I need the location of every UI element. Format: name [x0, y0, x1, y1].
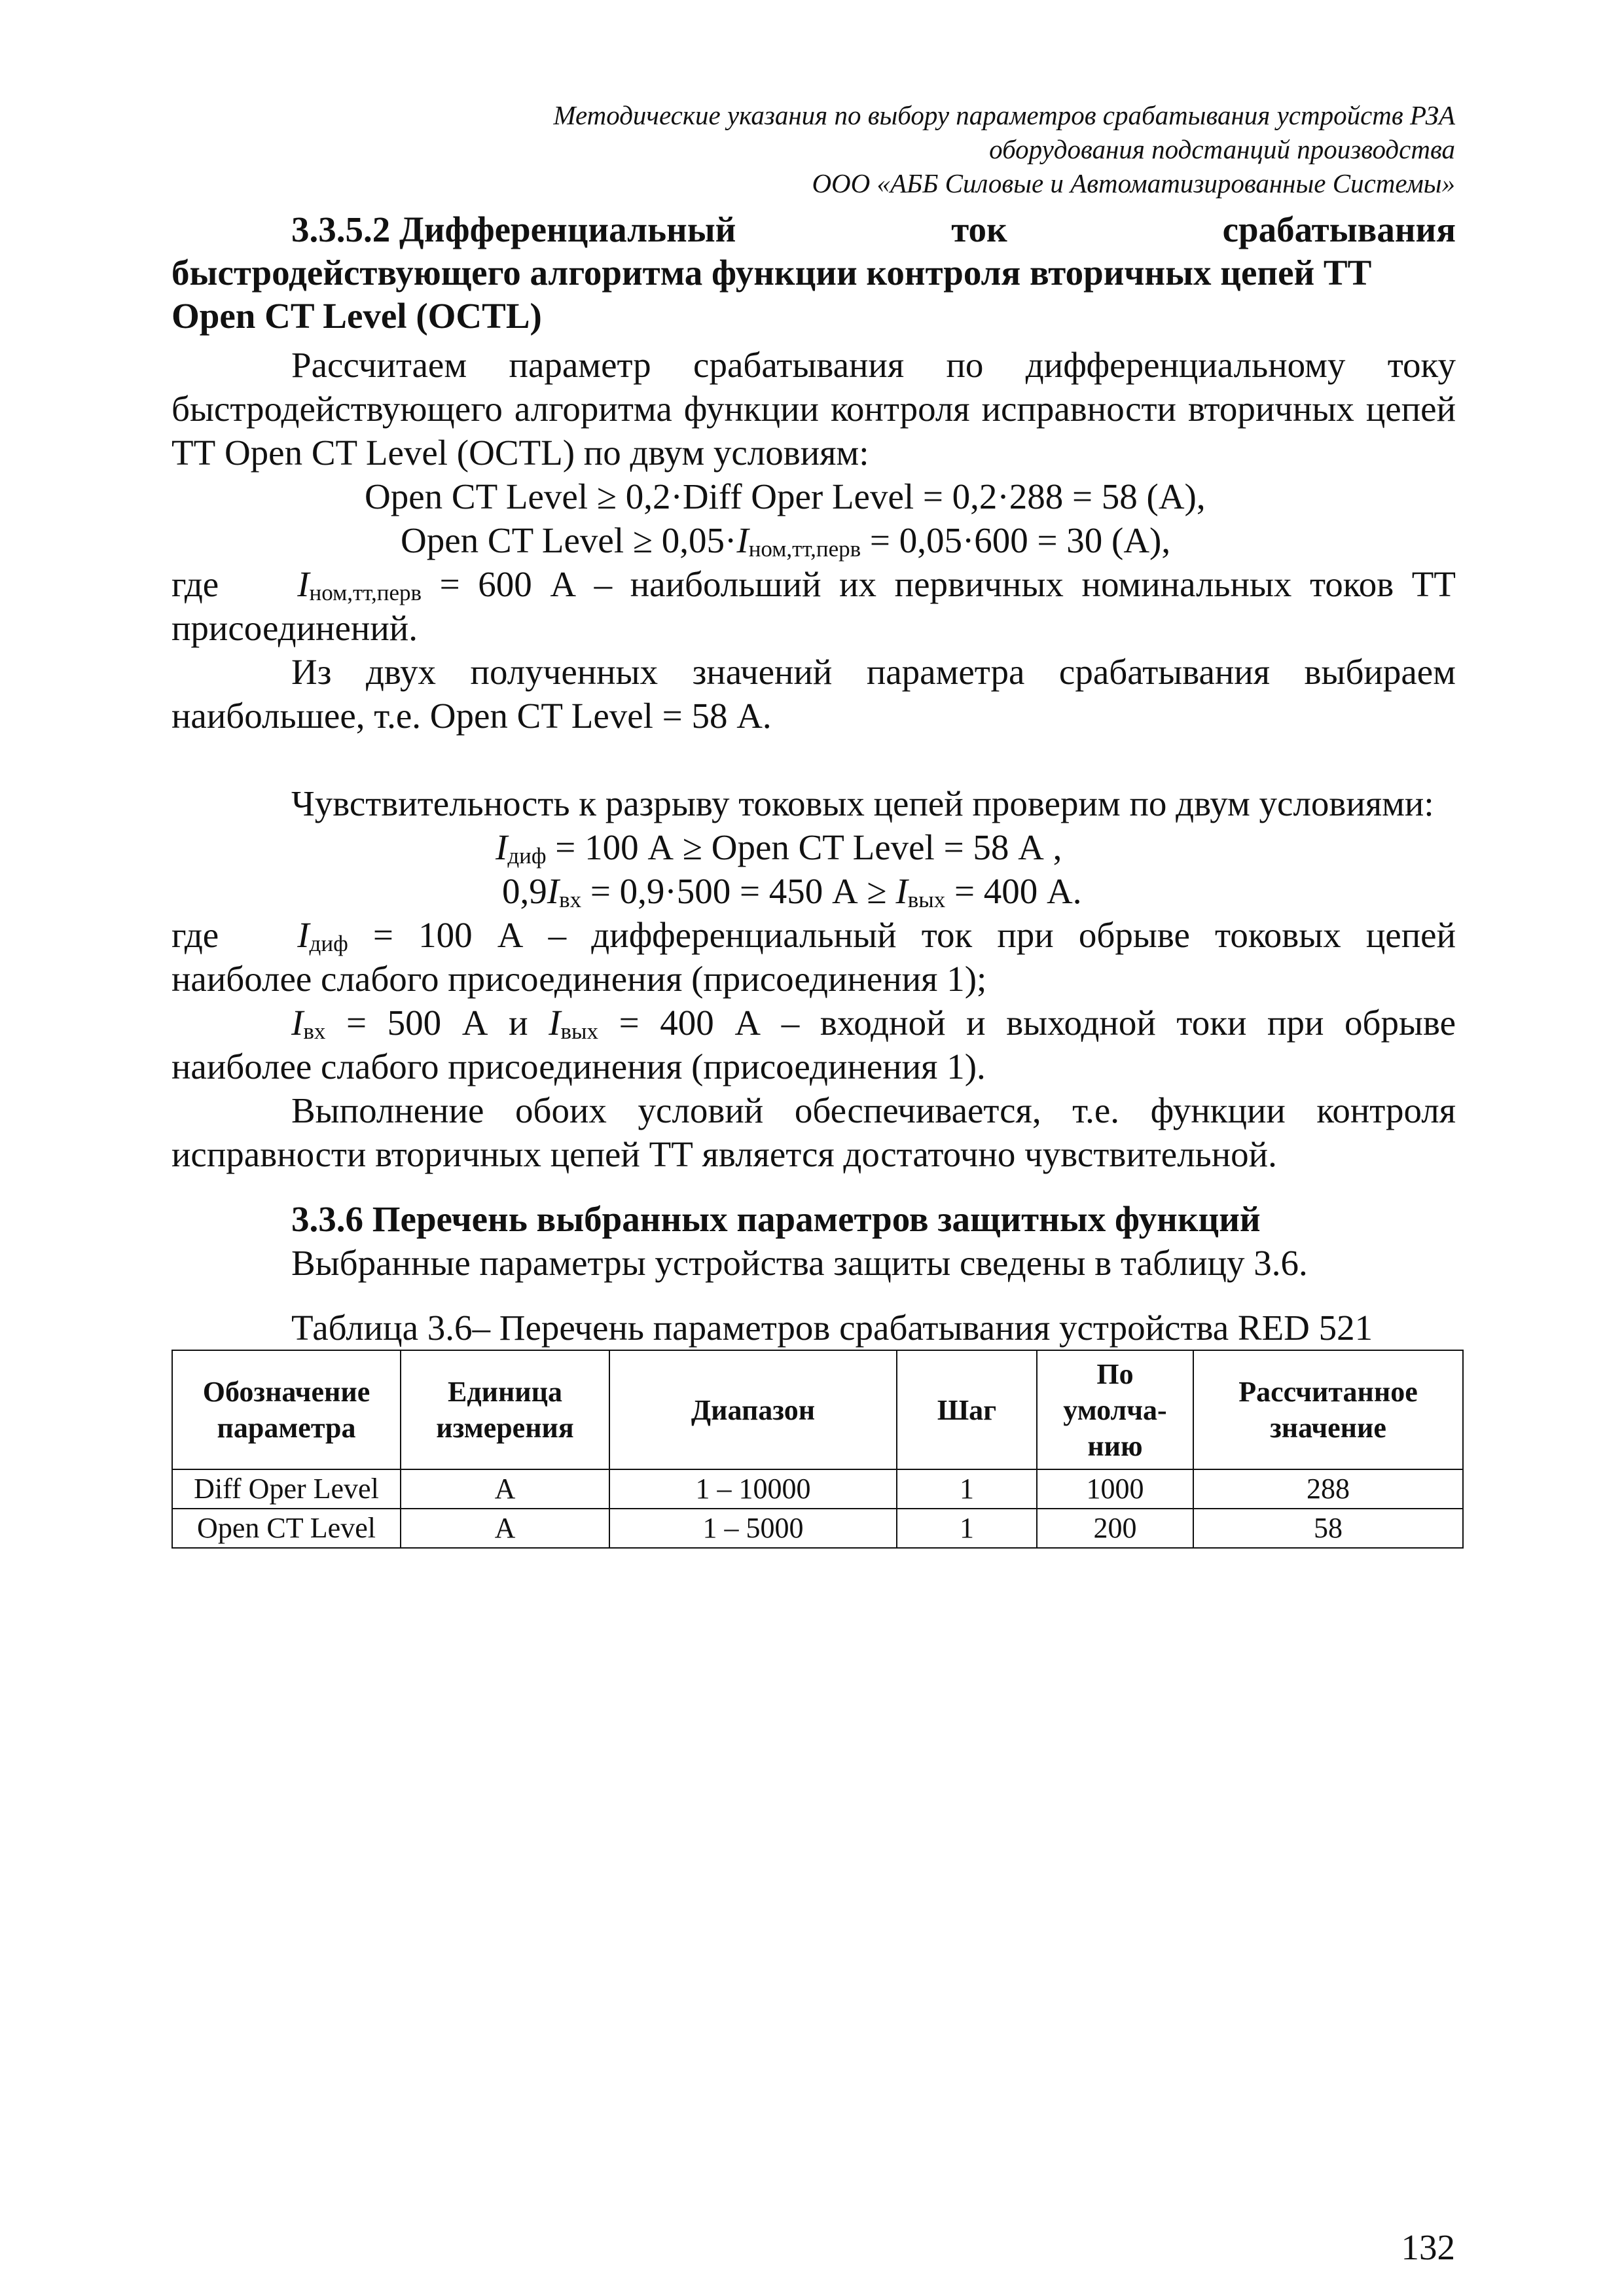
where-line: где $I_{диф} = 100$ А – дифференциальный ток при обрыве токовых цепей [171, 915, 1456, 956]
section-heading-336: 3.3.6 Перечень выбранных параметров защитных функций [291, 1199, 1261, 1239]
formula: $I_{диф} = 100$ А ≥ Open CT Level = 58 А , [496, 827, 1062, 869]
column-header: Рассчитанное значение [1193, 1350, 1463, 1469]
section-heading-3352 [171, 208, 1456, 338]
page-number: 132 [1401, 2227, 1455, 2267]
table-row [172, 1469, 1463, 1509]
paragraph: Рассчитаем параметр срабатывания по дифференциальному току быстродействующего алгоритма функции контроля исправности вторичных цепей ТТ Open CT Level (OCTL) по двум условиям: [171, 345, 1456, 473]
parameters-table [171, 1350, 1464, 1549]
paragraph: наиболее слабого присоединения (присоединения 1). [171, 1047, 986, 1086]
paragraph: Из двух полученных значений параметра срабатывания выбираем наибольшее, т.е. Open CT Level = 58 А. [171, 652, 1456, 736]
table-cell: 288 [1193, 1469, 1463, 1509]
table-cell: Diff Oper Level [172, 1469, 401, 1509]
column-header: По умолча-нию [1037, 1350, 1193, 1469]
column-header: Диапазон [609, 1350, 897, 1469]
heading-word: 3.3.5.2 Дифференциальный [291, 209, 736, 249]
table-cell: 1 – 5000 [609, 1509, 897, 1548]
column-header: Обозначение параметра [172, 1350, 401, 1469]
formula: Open CT Level ≥ $0,05\cdot I_{ном,тт,перв} = 0,05\cdot 600 = 30$ (А), [401, 520, 1171, 562]
table-cell: А [401, 1469, 609, 1509]
paragraph: Выбранные параметры устройства защиты сведены в таблицу 3.6. [291, 1243, 1308, 1283]
table-cell: 200 [1037, 1509, 1193, 1548]
page-content [171, 208, 1456, 1549]
where-line: $I_{вх} = 500$ А и $I_{вых} = 400$ А – входной и выходной токи при обрыве [291, 1003, 1456, 1044]
running-header [277, 98, 1455, 200]
paragraph: присоединений. [171, 608, 418, 648]
column-header: Шаг [897, 1350, 1037, 1469]
table-cell: 58 [1193, 1509, 1463, 1548]
heading-word: срабатывания [1222, 209, 1456, 249]
header-line: оборудования подстанций производства [989, 134, 1455, 164]
table-cell: А [401, 1509, 609, 1548]
where-line: где $I_{ном,тт,перв} = 600$ А – наибольший их первичных номинальных токов ТТ [171, 564, 1456, 605]
table-caption: Таблица 3.6– Перечень параметров срабатывания устройства RED 521 [291, 1308, 1373, 1348]
column-header: Единица измерения [401, 1350, 609, 1469]
table-cell: 1 – 10000 [609, 1469, 897, 1509]
table-cell: 1 [897, 1469, 1037, 1509]
paragraph: Чувствительность к разрыву токовых цепей проверим по двум условиями: [291, 783, 1434, 823]
header-line: ООО «АББ Силовые и Автоматизированные Системы» [812, 168, 1455, 198]
table-cell: 1000 [1037, 1469, 1193, 1509]
formula: Open CT Level ≥ 0,2·Diff Oper Level = 0,2·288 = 58 (А), [365, 476, 1206, 516]
heading-line: быстродействующего алгоритма функции контроля вторичных цепей ТТ [171, 253, 1372, 293]
table-cell: 1 [897, 1509, 1037, 1548]
heading-line: Open CT Level (OCTL) [171, 296, 542, 336]
header-line: Методические указания по выбору параметров срабатывания устройств РЗА [553, 100, 1455, 130]
table-row [172, 1509, 1463, 1548]
table-cell: Open CT Level [172, 1509, 401, 1548]
paragraph: Выполнение обоих условий обеспечивается, т.е. функции контроля исправности вторичных цепей ТТ является достаточно чувствительной. [171, 1090, 1456, 1174]
table-header-row [172, 1350, 1463, 1469]
paragraph: наиболее слабого присоединения (присоединения 1); [171, 959, 987, 999]
heading-word: ток [951, 209, 1007, 249]
formula: $0,9I_{вх} = 0,9\cdot 500 = 450$ $А \ge I_{вых} = 400$ А. [502, 871, 1082, 912]
